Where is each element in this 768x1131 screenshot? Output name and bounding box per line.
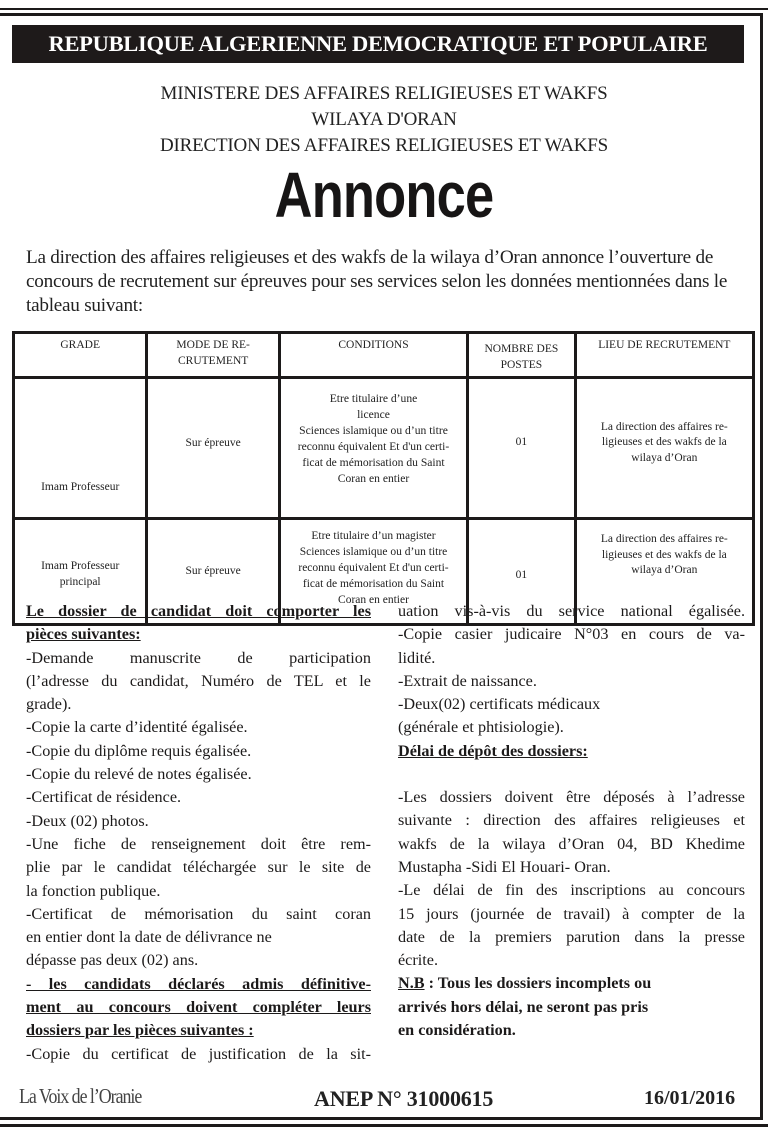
frame-right-rule — [760, 14, 763, 1120]
cell-grade: Imam Professeur — [14, 378, 147, 519]
dossier-heading-line: Le dossier de candidat doit comporter les — [26, 602, 371, 620]
condition-line: Coran en entier — [338, 594, 409, 606]
lieu-line: wilaya d’Oran — [631, 451, 698, 464]
cell-mode: Sur épreuve — [147, 519, 280, 625]
dossier-item-line: -Demande manuscrite de participation — [26, 648, 371, 667]
cell-postes: 01 — [468, 378, 576, 519]
delai-line: écrite. — [398, 951, 438, 970]
condition-line: Etre titulaire d’un magister — [311, 530, 436, 542]
condition-line: reconnu équivalent Et d'un certi- — [298, 562, 449, 574]
recruitment-table — [12, 331, 755, 626]
dossier-item-line: uation vis-à-vis du service national égalisée. — [398, 602, 745, 620]
nb-line: en considération. — [398, 1021, 516, 1040]
direction-line: DIRECTION DES AFFAIRES RELIGIEUSES ET WAKFS — [160, 135, 608, 156]
dossier-item-line: -Certificat de résidence. — [26, 788, 182, 807]
lieu-line: La direction des affaires re- — [600, 533, 728, 545]
cell-postes: 01 — [468, 519, 576, 625]
nb-label: N.B — [398, 974, 425, 993]
newspaper-logo: La Voix de l’Oranie — [19, 1084, 142, 1108]
header-postes — [468, 333, 576, 378]
delai-line: Mustapha -Sidi El Houari- Oran. — [398, 857, 611, 876]
dossier-item-line: grade). — [26, 695, 72, 714]
dossier-item-line: plie par le candidat téléchargée sur le site de — [26, 858, 371, 877]
dossier-item-line: -Deux(02) certificats médicaux — [398, 695, 601, 714]
table-header-row — [14, 333, 754, 378]
header-mode — [147, 333, 280, 378]
frame-bottom-thick-rule — [0, 1117, 763, 1120]
condition-line: reconnu équivalent Et d'un certi- — [297, 440, 450, 453]
delai-heading: Délai de dépôt des dossiers: — [398, 741, 588, 760]
header-lieu: LIEU DE RECRUTEMENT — [575, 333, 753, 378]
frame-bottom-thin-rule — [0, 1124, 768, 1127]
header-postes-text: NOMBRE DES POSTES — [484, 343, 559, 371]
condition-line: Sciences islamique ou d’un titre — [299, 424, 448, 437]
delai-line: 15 jours (journée de travail) à compter de la — [398, 904, 745, 923]
nb-text: : Tous les dossiers incomplets ou — [424, 974, 652, 993]
dossier-item-line: -Certificat de mémorisation du saint coran — [26, 904, 371, 923]
header-mode-text: MODE DE RE- CRUTEMENT — [176, 339, 250, 367]
admis-heading-line: ment au concours doivent compléter leurs — [26, 998, 371, 1017]
dossier-item-line: -Copie du diplôme requis égalisée. — [26, 741, 252, 760]
delai-line: -Les dossiers doivent être déposés à l’adresse — [398, 788, 745, 807]
spacer — [398, 763, 745, 786]
delai-line: date de la premiers parution dans la presse — [398, 927, 745, 946]
announcement-title: Annonce — [274, 159, 494, 231]
publication-date: 16/01/2016 — [644, 1087, 736, 1109]
anep-number: ANEP N° 31000615 — [314, 1086, 494, 1111]
lieu-line: ligieuses et des wakfs de la — [601, 548, 727, 561]
dossier-item-line: -Copie du certificat de justification de la sit- — [26, 1044, 371, 1063]
header-conditions: CONDITIONS — [279, 333, 467, 378]
cell-mode: Sur épreuve — [147, 378, 280, 519]
condition-line: Sciences islamique ou d’un titre — [299, 546, 448, 558]
dossier-item-line: -Copie du relevé de notes égalisée. — [26, 765, 252, 784]
dossier-item-line: -Deux (02) photos. — [26, 811, 149, 830]
lieu-line: wilaya d’Oran — [631, 564, 698, 576]
wilaya-line: WILAYA D'ORAN — [311, 109, 457, 130]
dossier-heading-line: pièces suivantes: — [26, 625, 141, 644]
delai-line: suivante : direction des affaires religieuses et — [398, 811, 745, 830]
admis-heading-line: - les candidats déclarés admis définitive- — [26, 974, 371, 993]
condition-line: Etre titulaire d’une — [329, 392, 418, 405]
cell-lieu — [575, 378, 753, 519]
lieu-line: La direction des affaires re- — [600, 420, 728, 433]
frame-top-thick-rule — [0, 13, 763, 16]
admis-heading-line: dossiers par les pièces suivantes : — [26, 1021, 254, 1040]
table-row — [14, 378, 754, 519]
dossier-item-line: -Extrait de naissance. — [398, 671, 537, 690]
ministry-line: MINISTERE DES AFFAIRES RELIGIEUSES ET WAKFS — [160, 83, 608, 104]
dossier-item-line: -Une fiche de renseignement doit être rem- — [26, 834, 371, 853]
delai-line: wakfs de la wilaya d’Oran 04, BD Khedime — [398, 834, 745, 853]
frame-top-thin-rule — [0, 8, 768, 10]
dossier-item-line: la fonction publique. — [26, 881, 161, 900]
dossier-item-line: -Copie casier judicaire N°03 en cours de va- — [398, 625, 745, 644]
condition-line: Coran en entier — [337, 472, 410, 485]
republic-banner: REPUBLIQUE ALGERIENNE DEMOCRATIQUE ET POPULAIRE — [12, 25, 744, 63]
cell-conditions — [279, 378, 467, 519]
dossier-item-line: -Copie la carte d’identité égalisée. — [26, 718, 248, 737]
grade-line: principal — [59, 575, 101, 588]
condition-line: ficat de mémorisation du Saint — [302, 578, 445, 590]
dossier-item-line: (générale et phtisiologie). — [398, 718, 564, 737]
right-column — [398, 600, 745, 1042]
nb-line: arrivés hors délai, ne seront pas pris — [398, 997, 649, 1016]
left-column — [26, 600, 371, 1066]
grade-line: Imam Professeur — [41, 560, 120, 572]
intro-paragraph: La direction des affaires religieuses et des wakfs de la wilaya d’Oran annonce l’ouverture de concours de recrutement sur épreuves pour ses services selon les données mentionnées dans le tableau suivant: — [26, 247, 728, 316]
dossier-item-line: dépasse pas deux (02) ans. — [26, 951, 199, 970]
condition-line: ficat de mémorisation du Saint — [302, 456, 445, 469]
condition-line: licence — [357, 408, 390, 421]
nb-line — [398, 972, 745, 995]
delai-line: -Le délai de fin des inscriptions au concours — [398, 881, 745, 900]
dossier-item-line: en entier dont la date de délivrance ne — [26, 928, 272, 947]
dossier-item-line: lidité. — [398, 648, 436, 667]
dossier-item-line: (l’adresse du candidat, Numéro de TEL et le — [26, 671, 371, 690]
header-grade: GRADE — [14, 333, 147, 378]
lieu-line: ligieuses et des wakfs de la — [601, 436, 727, 449]
